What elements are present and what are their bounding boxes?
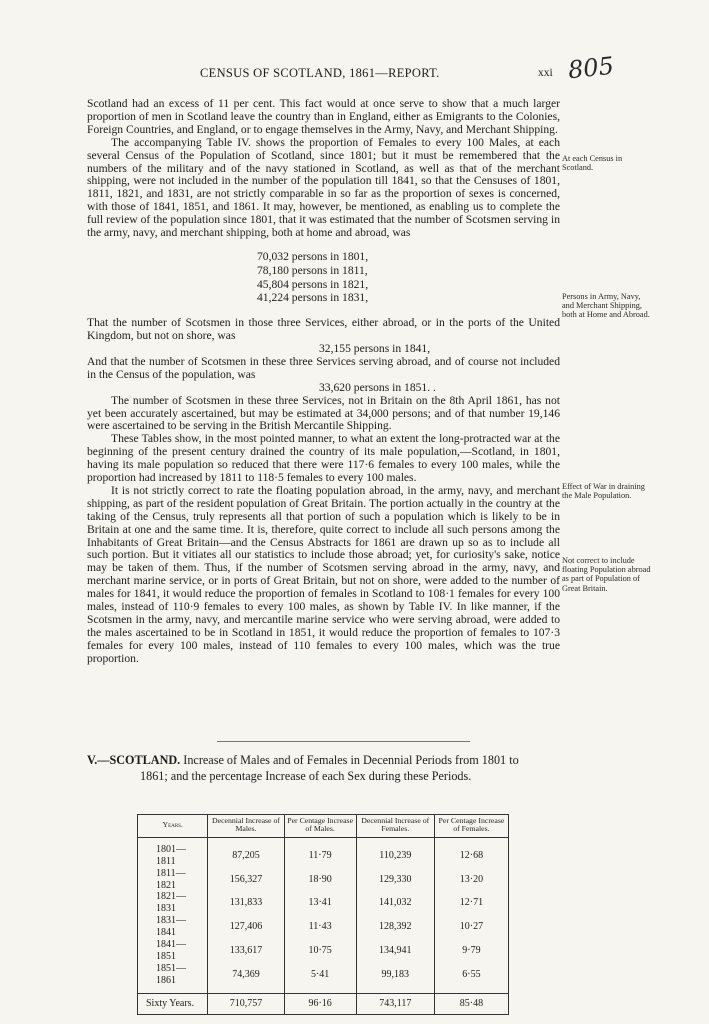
table-row xyxy=(138,939,509,963)
header-percent-females: Per Centage Increase of Females. xyxy=(434,815,508,838)
cell-percent-males: 5·41 xyxy=(284,963,356,993)
cell-decennial-males: 127,406 xyxy=(208,915,284,939)
cell-decennial-males: 74,369 xyxy=(208,963,284,993)
cell-period: 1811—1821 xyxy=(156,867,186,891)
cell-total-decennial-females: 743,117 xyxy=(356,993,434,1014)
margin-note-persons: Persons in Army, Navy, and Merchant Shipping, both at Home and Abroad. xyxy=(562,292,650,320)
cell-percent-females: 12·71 xyxy=(434,891,508,915)
cell-decennial-females: 128,392 xyxy=(356,915,434,939)
cell-decennial-males: 133,617 xyxy=(208,939,284,963)
list-item: 45,804 persons in 1821, xyxy=(257,277,369,291)
cell-period: 1821—1831 xyxy=(156,891,186,915)
cell-period: 1841—1851 xyxy=(156,939,186,962)
paragraph-war-effect: These Tables show, in the most pointed manner, to what an extent the long-protracted war at the beginning of the present century drained the country of its male population,—Scotland, in 1801, having its male population so reduced that there were 117·6 females to every 100 males, while the proportion had increased by 1811 to 118·5 females to every 100 males. xyxy=(87,432,560,485)
list-item: 70,032 persons in 1801, xyxy=(257,249,369,263)
cell-decennial-females: 99,183 xyxy=(356,963,434,993)
section-number: V.—SCOTLAND. xyxy=(87,753,181,767)
cell-decennial-females: 141,032 xyxy=(356,891,434,915)
cell-percent-males: 11·43 xyxy=(284,915,356,939)
list-item: 41,224 persons in 1831, xyxy=(257,291,369,305)
section-heading xyxy=(87,752,567,784)
cell-period: 1831—1841 xyxy=(156,915,186,939)
cell-period: 1851—1861 xyxy=(156,962,186,986)
header-years: Years. xyxy=(138,815,208,838)
table-row xyxy=(138,868,509,892)
cell-decennial-males: 131,833 xyxy=(208,891,284,915)
cell-decennial-females: 134,941 xyxy=(356,939,434,963)
cell-decennial-males: 87,205 xyxy=(208,837,284,867)
table-row xyxy=(138,915,509,939)
header-percent-males: Per Centage Increase of Males. xyxy=(284,815,356,838)
paragraph-table-iv: The accompanying Table IV. shows the proportion of Females to every 100 Males, at each several Census of the Population of Scotland, since 1801; but it must be remembered that the numbers of the military and of the navy stationed in Scotland, as well as that of the merchant shipping, were not included in the number of the population till 1841, so that the Censuses of 1801, 1811, 1821, and 1831, are not strictly comparable in so far as the proportion of sexes is concerned, with those of 1841, 1851, and 1861. It may, however, be mentioned, as enabling us to complete the full review of the population since 1801, that it was estimated that the number of Scotsmen serving in the army, navy, and merchant shipping, both at home and abroad, was xyxy=(87,135,560,240)
persons-1851: 33,620 persons in 1851. . xyxy=(319,380,436,394)
persons-1841: 32,155 persons in 1841, xyxy=(319,341,431,355)
table-row xyxy=(138,963,509,993)
cell-percent-males: 18·90 xyxy=(284,868,356,892)
margin-note-census: At each Census in Scotland. xyxy=(562,154,623,173)
cell-total-percent-males: 96·16 xyxy=(284,993,356,1014)
table-header-row xyxy=(138,815,509,838)
cell-decennial-males: 156,327 xyxy=(208,868,284,892)
report-body xyxy=(87,98,560,666)
margin-note-war: Effect of War in draining the Male Population. xyxy=(562,482,645,501)
cell-period: 1801—1811 xyxy=(156,843,186,867)
cell-percent-females: 12·68 xyxy=(434,837,508,867)
running-title: CENSUS OF SCOTLAND, 1861—REPORT. xyxy=(200,66,440,80)
section-divider xyxy=(217,741,470,742)
table-row xyxy=(138,891,509,915)
paragraph-serving-abroad: And that the number of Scotsmen in these three Services serving abroad, and of course not included in the Census of the population, was xyxy=(87,354,560,381)
margin-note-floating: Not correct to include floating Population abroad as part of Population of Great Britain. xyxy=(562,556,651,593)
cell-percent-males: 11·79 xyxy=(284,837,356,867)
cell-decennial-females: 110,239 xyxy=(356,837,434,867)
paragraph-1861-estimate: The number of Scotsmen in these three Services, not in Britain on the 8th April 1861, has not yet been accurately ascertained, but may be estimated at 34,000 persons; and of that number 19,146 were ascertained to be serving in the British Mercantile Shipping. xyxy=(87,393,560,433)
cell-percent-females: 9·79 xyxy=(434,939,508,963)
cell-percent-females: 13·20 xyxy=(434,868,508,892)
cell-percent-females: 10·27 xyxy=(434,915,508,939)
list-item: 78,180 persons in 1811, xyxy=(257,263,368,277)
increase-table xyxy=(137,814,509,1015)
section-title-line1: Increase of Males and of Females in Decennial Periods from 1801 to xyxy=(183,753,519,767)
handwritten-folio-number: 805 xyxy=(566,51,616,85)
header-decennial-males: Decennial Increase of Males. xyxy=(208,815,284,838)
page-number: xxi xyxy=(538,67,553,79)
cell-total-decennial-males: 710,757 xyxy=(208,993,284,1014)
paragraph-excess: Scotland had an excess of 11 per cent. This fact would at once serve to show that a much larger proportion of men in Scotland leave the country than in England, either as Emigrants to the Colonies, Foreign Countries, and England, or to engage themselves in the Army, Navy, and Merchant Shipping. xyxy=(87,97,560,136)
persons-by-year-list xyxy=(87,250,560,305)
page-header xyxy=(0,51,709,90)
cell-decennial-females: 129,330 xyxy=(356,868,434,892)
table-total-row xyxy=(138,993,509,1014)
section-title-line2: 1861; and the percentage Increase of each Sex during these Periods. xyxy=(140,769,472,783)
header-decennial-females: Decennial Increase of Females. xyxy=(356,815,434,838)
cell-total-percent-females: 85·48 xyxy=(434,993,508,1014)
cell-percent-males: 10·75 xyxy=(284,939,356,963)
cell-percent-females: 6·55 xyxy=(434,963,508,993)
cell-percent-males: 13·41 xyxy=(284,891,356,915)
cell-total-period: Sixty Years. xyxy=(138,993,208,1014)
table-row xyxy=(138,837,509,867)
paragraph-floating-population: It is not strictly correct to rate the floating population abroad, in the army, navy, and merchant shipping, as part of the resident population of Great Britain. The portion actually in the country at the taking of the Census, truly represents all that portion of such a population which is likely to be in Britain at one and the same time. It is, therefore, quite correct to include all such persons among the Inhabitants of Great Britain—and the Census Abstracts for 1861 are drawn up so as to include all such portion. But it vitiates all our statistics to include those abroad; yet, for curiosity's sake, notice may be taken of them. Thus, if the number of Scotsmen serving abroad in the army, navy, and merchant marine service, or in ports of Great Britain, but not on shore, were added to the number of males for 1841, it would reduce the proportion of females in Scotland to 108·1 females for every 100 males, instead of 110·9 females to every 100 males, as shown by Table IV. In like manner, if the Scotsmen in the army, navy, and mercantile marine service who were serving abroad, were added to the males ascertained to be in Scotland in 1851, it would reduce the proportion of females to 107·3 females for every 100 males, instead of 110 females to every 100 males, which was the true proportion. xyxy=(87,483,560,665)
paragraph-three-services: That the number of Scotsmen in those three Services, either abroad, or in the ports of the United Kingdom, but not on shore, was xyxy=(87,316,560,343)
